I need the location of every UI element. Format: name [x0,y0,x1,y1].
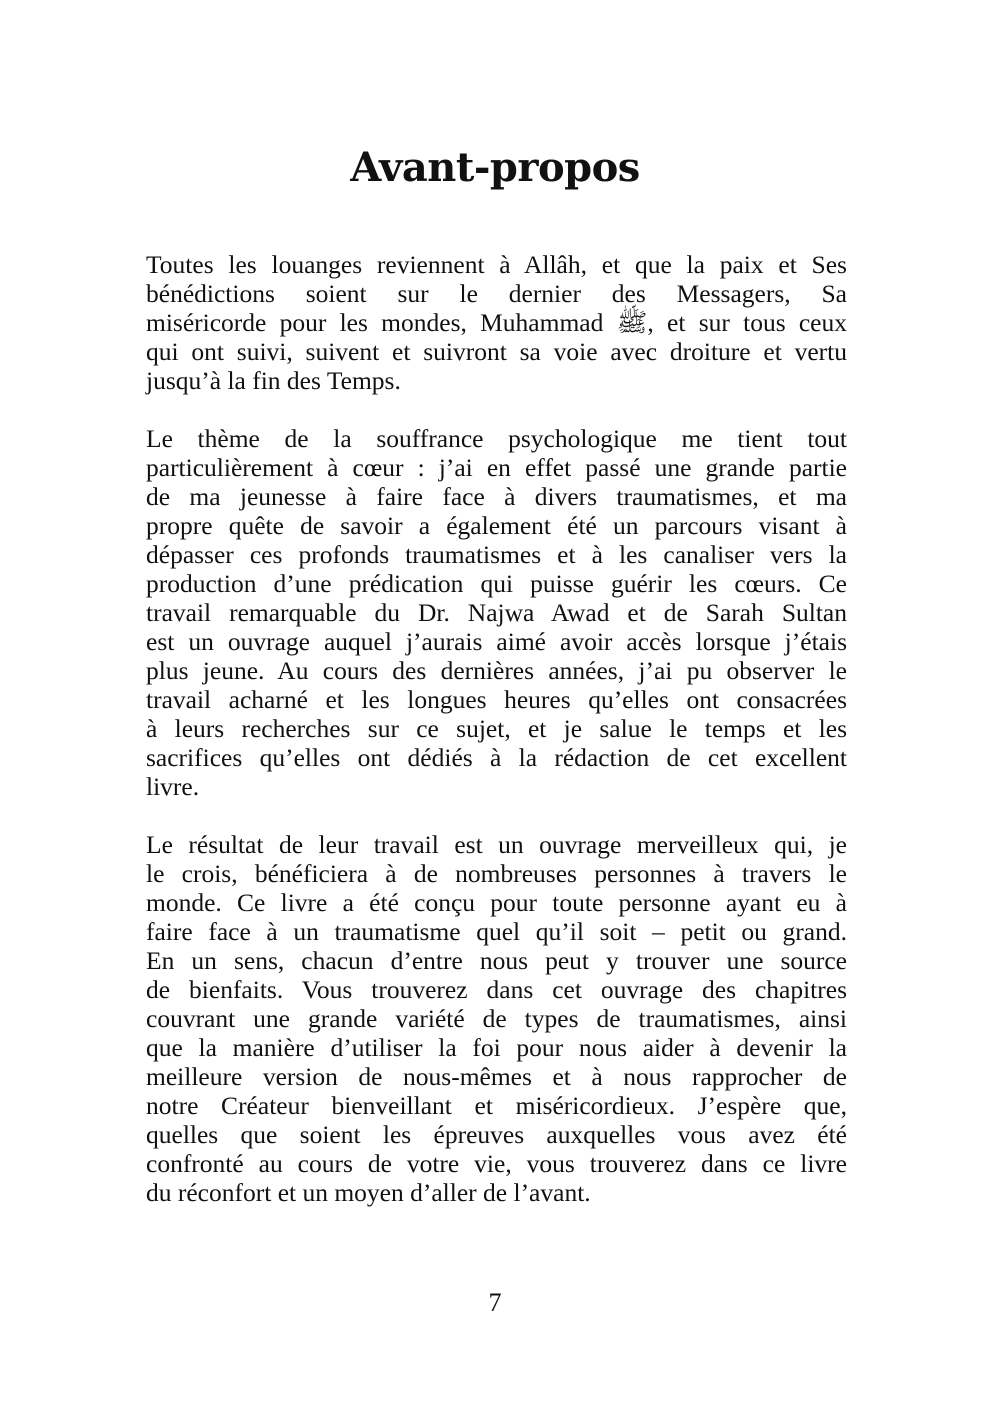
text-line: travail acharné et les longues heures qu’elles ont consacrées [146,685,847,714]
text-line: qui ont suivi, suivent et suivront sa voie avec droiture et vertu [146,337,847,366]
text-line: Le thème de la souffrance psychologique me tient tout [146,424,847,453]
paragraph-3 [146,830,847,1207]
paragraph-2 [146,424,847,801]
text-line: jusqu’à la fin des Temps. [146,366,401,395]
text-line: En un sens, chacun d’entre nous peut y trouver une source [146,946,847,975]
text-line: plus jeune. Au cours des dernières années, j’ai pu observer le [146,656,847,685]
page-title: Avant-propos [350,144,640,191]
text-line: sacrifices qu’elles ont dédiés à la rédaction de cet excellent [146,743,847,772]
paragraph-1 [146,250,847,395]
text-line: dépasser ces profonds traumatismes et à les canaliser vers la [146,540,847,569]
text-line: bénédictions soient sur le dernier des Messagers, Sa [146,279,847,308]
text-line: notre Créateur bienveillant et miséricordieux. J’espère que, [146,1091,847,1120]
text-line: production d’une prédication qui puisse guérir les cœurs. Ce [146,569,847,598]
text-line: Le résultat de leur travail est un ouvrage merveilleux qui, je [146,830,847,859]
page-number: 7 [488,1288,502,1317]
text-line: à leurs recherches sur ce sujet, et je salue le temps et les [146,714,847,743]
text-line: propre quête de savoir a également été un parcours visant à [146,511,847,540]
text-line: livre. [146,772,200,801]
text-line: confronté au cours de votre vie, vous trouverez dans ce livre [146,1149,847,1178]
text-line: meilleure version de nous-mêmes et à nous rapprocher de [146,1062,847,1091]
text-line: est un ouvrage auquel j’aurais aimé avoir accès lorsque j’étais [146,627,847,656]
text-line: travail remarquable du Dr. Najwa Awad et de Sarah Sultan [146,598,847,627]
text-line: le crois, bénéficiera à de nombreuses personnes à travers le [146,859,847,888]
text-line: de ma jeunesse à faire face à divers traumatismes, et ma [146,482,847,511]
text-line: Toutes les louanges reviennent à Allâh, et que la paix et Ses [146,250,847,279]
text-line: couvrant une grande variété de types de traumatismes, ainsi [146,1004,847,1033]
text-line: particulièrement à cœur : j’ai en effet passé une grande partie [146,453,847,482]
text-line: du réconfort et un moyen d’aller de l’avant. [146,1178,591,1207]
body-text [146,250,847,1236]
text-line: monde. Ce livre a été conçu pour toute personne ayant eu à [146,888,847,917]
text-line: quelles que soient les épreuves auxquelles vous avez été [146,1120,847,1149]
text-line: de bienfaits. Vous trouverez dans cet ouvrage des chapitres [146,975,847,1004]
text-line: faire face à un traumatisme quel qu’il soit – petit ou grand. [146,917,847,946]
text-line: miséricorde pour les mondes, Muhammad ﷺ, et sur tous ceux [146,308,847,337]
text-line: que la manière d’utiliser la foi pour nous aider à devenir la [146,1033,847,1062]
